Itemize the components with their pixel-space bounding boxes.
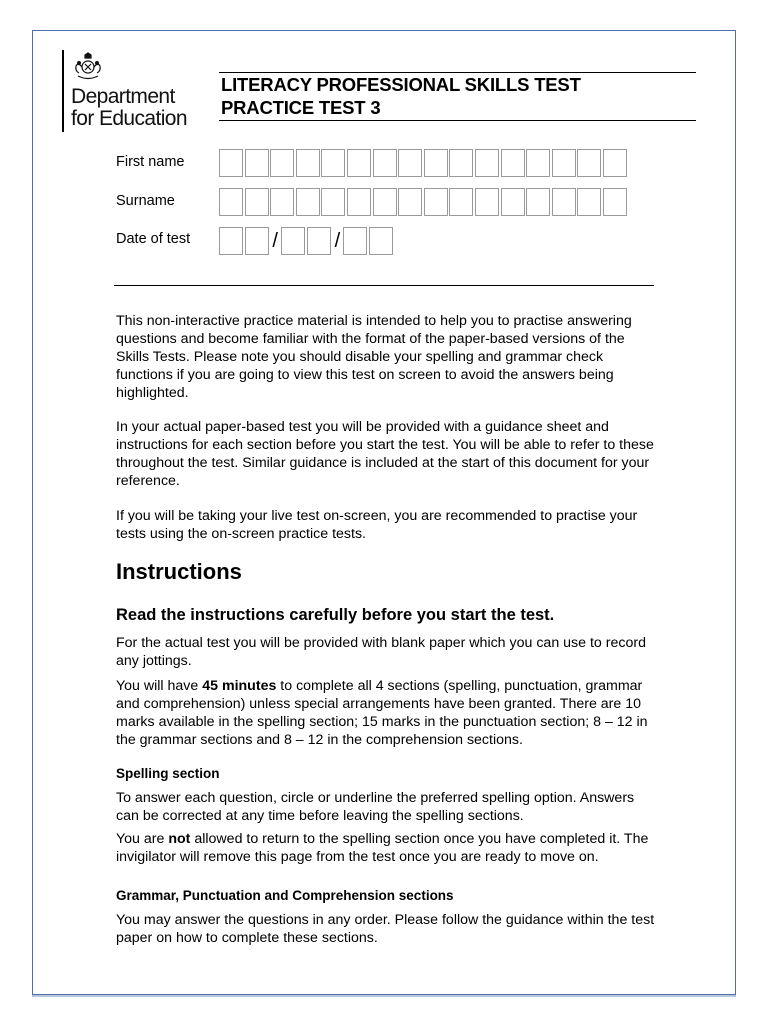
spelling-p2-text: You are	[116, 831, 169, 847]
surname-box[interactable]	[373, 188, 397, 216]
intro-paragraph-1: This non-interactive practice material is intended to help you to practise answering questions and become familiar with the format of the paper-based versions of the Skills Tests. Please note you should disable your spelling and grammar check functions if you are going to view this test on screen to avoid the answers being highlighted.	[116, 313, 632, 401]
first-name-box[interactable]	[321, 149, 345, 177]
surname-box[interactable]	[321, 188, 345, 216]
date-day-box[interactable]	[219, 227, 243, 255]
surname-box[interactable]	[398, 188, 422, 216]
first-name-box[interactable]	[270, 149, 294, 177]
surname-box[interactable]	[449, 188, 473, 216]
date-of-test-boxes	[219, 227, 395, 255]
spelling-paragraph-2	[116, 830, 656, 866]
first-name-box[interactable]	[449, 149, 473, 177]
intro-paragraph-3: If you will be taking your live test on-screen, you are recommended to practise your tests using the on-screen practice tests.	[116, 508, 638, 542]
logo-line-2: for Education	[71, 107, 187, 130]
royal-crest-icon	[72, 52, 104, 82]
surname-box[interactable]	[219, 188, 243, 216]
first-name-box[interactable]	[475, 149, 499, 177]
time-limit: 45 minutes	[202, 678, 277, 694]
first-name-box[interactable]	[526, 149, 550, 177]
surname-box[interactable]	[270, 188, 294, 216]
surname-box[interactable]	[577, 188, 601, 216]
surname-box[interactable]	[501, 188, 525, 216]
date-of-test-label: Date of test	[116, 231, 191, 247]
logo-text	[71, 86, 187, 130]
first-name-box[interactable]	[219, 149, 243, 177]
date-year-box[interactable]	[369, 227, 393, 255]
date-separator: /	[334, 230, 341, 252]
surname-box[interactable]	[347, 188, 371, 216]
instructions-paragraph-2	[116, 677, 656, 749]
title-line-2: PRACTICE TEST 3	[221, 97, 381, 118]
first-name-label: First name	[116, 154, 185, 170]
spelling-section-heading: Spelling section	[116, 766, 220, 781]
spelling-paragraph-1: To answer each question, circle or underline the preferred spelling option. Answers can be corrected at any time before leaving the spelling sections.	[116, 790, 635, 824]
date-year-box[interactable]	[343, 227, 367, 255]
gpc-section-heading: Grammar, Punctuation and Comprehension sections	[116, 888, 454, 903]
first-name-box[interactable]	[577, 149, 601, 177]
first-name-box[interactable]	[398, 149, 422, 177]
instructions-paragraph-1: For the actual test you will be provided with blank paper which you can use to record any jottings.	[116, 635, 646, 669]
intro-paragraph-2: In your actual paper-based test you will be provided with a guidance sheet and instructions for each section before you start the test. You will be able to refer to these throughout the test. Similar guidance is included at the start of this document for your reference.	[116, 419, 654, 489]
date-day-box[interactable]	[245, 227, 269, 255]
surname-box[interactable]	[245, 188, 269, 216]
gpc-paragraph-1: You may answer the questions in any order. Please follow the guidance within the test paper on how to complete these sections.	[116, 912, 655, 946]
surname-box[interactable]	[296, 188, 320, 216]
instructions-heading: Instructions	[116, 559, 242, 584]
first-name-box[interactable]	[373, 149, 397, 177]
date-month-box[interactable]	[307, 227, 331, 255]
surname-box[interactable]	[603, 188, 627, 216]
emphasis-not: not	[168, 831, 191, 847]
logo-line-1: Department	[71, 85, 175, 108]
title-line-1: LITERACY PROFESSIONAL SKILLS TEST	[221, 74, 581, 95]
first-name-boxes	[219, 149, 629, 177]
dfe-logo	[62, 50, 212, 132]
instructions-p2-text: You will have	[116, 678, 203, 694]
section-divider	[114, 285, 654, 286]
first-name-box[interactable]	[296, 149, 320, 177]
first-name-box[interactable]	[245, 149, 269, 177]
page-title	[221, 73, 581, 119]
instructions-p2-text: to complete all 4 sections (spelling, punctuation, grammar and comprehension) unless special arrangements have been granted. There are 10 marks available in the spelling section; 15 marks in the punctuation section; 8 – 12 in the grammar sections and 8 – 12 in the comprehension sections.	[116, 678, 648, 748]
instructions-subheading: Read the instructions carefully before you start the test.	[116, 606, 555, 624]
surname-box[interactable]	[526, 188, 550, 216]
logo-bar	[62, 50, 64, 132]
surname-boxes	[219, 188, 629, 216]
first-name-box[interactable]	[552, 149, 576, 177]
surname-label: Surname	[116, 193, 175, 209]
title-rule-bottom	[219, 120, 696, 121]
surname-box[interactable]	[475, 188, 499, 216]
surname-box[interactable]	[424, 188, 448, 216]
spelling-p2-text: allowed to return to the spelling section once you have completed it. The invigilator will remove this page from the test once you are ready to move on.	[116, 831, 649, 865]
date-month-box[interactable]	[281, 227, 305, 255]
surname-box[interactable]	[552, 188, 576, 216]
first-name-box[interactable]	[424, 149, 448, 177]
first-name-box[interactable]	[347, 149, 371, 177]
date-separator: /	[272, 230, 278, 252]
first-name-box[interactable]	[603, 149, 627, 177]
first-name-box[interactable]	[501, 149, 525, 177]
